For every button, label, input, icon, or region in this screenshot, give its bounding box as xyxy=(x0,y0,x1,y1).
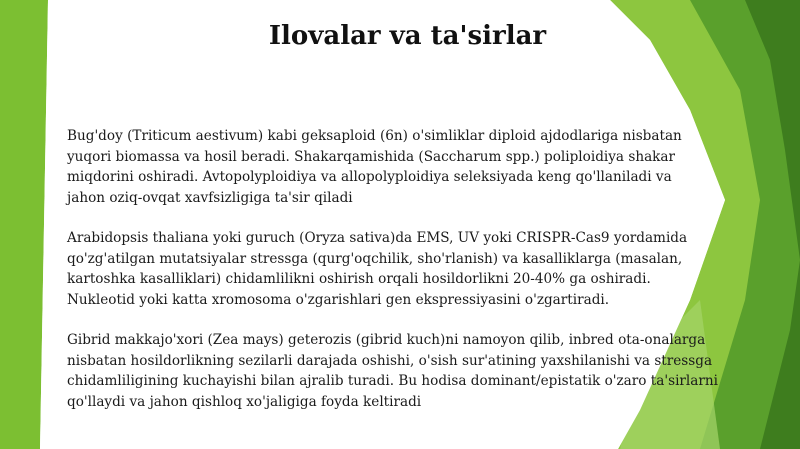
left-green-bar xyxy=(0,0,48,449)
slide-title: Ilovalar va ta'sirlar xyxy=(268,21,547,51)
paragraph-line: Bug'doy (Triticum aestivum) kabi geksaploid (6n) o'simliklar diploid ajdodlariga nisbatan xyxy=(67,128,682,144)
paragraph-line: kartoshka kasalliklari) chidamlilikni oshirish orqali hosildorlikni 20-40% ga oshiradi. xyxy=(67,271,651,287)
paragraph-line: yuqori biomassa va hosil beradi. Shakarqamishida (Saccharum spp.) poliploidiya shakar xyxy=(67,148,676,165)
paragraph-heterosis xyxy=(67,330,757,412)
paragraph-line: chidamliligining kuchayishi bilan ajralib turadi. Bu hodisa dominant/epistatik o'zaro ta'sirlarni xyxy=(67,373,718,389)
paragraph-line: qo'zg'atilgan mutatsiyalar stressga (qurg'oqchilik, sho'rlanish) va kasalliklarga (masalan, xyxy=(67,250,683,267)
paragraph-line: nisbatan hosildorlikning sezilarli darajada oshishi, o'sish sur'atining yaxshilanishi va stressga xyxy=(67,352,713,369)
paragraph-line: Nukleotid yoki katta xromosoma o'zgarishlari gen ekspressiyasini o'zgartiradi. xyxy=(67,291,610,308)
paragraph-mutations xyxy=(67,228,757,310)
paragraph-line: qo'llaydi va jahon qishloq xo'jaligiga foyda keltiradi xyxy=(67,393,422,410)
paragraph-line: Gibrid makkajo'xori (Zea mays) geterozis (gibrid kuch)ni namoyon qilib, inbred ota-onalarga xyxy=(67,332,706,348)
paragraph-line: jahon oziq-ovqat xavfsizligiga ta'sir qiladi xyxy=(67,189,353,206)
paragraph-line: miqdorini oshiradi. Avtopolyploidiya va allopolyploidiya seleksiyada keng qo'llaniladi va xyxy=(67,169,672,185)
paragraph-line: Arabidopsis thaliana yoki guruch (Oryza sativa)da EMS, UV yoki CRISPR-Cas9 yordamida xyxy=(67,230,688,246)
paragraph-polyploidy xyxy=(67,126,757,208)
